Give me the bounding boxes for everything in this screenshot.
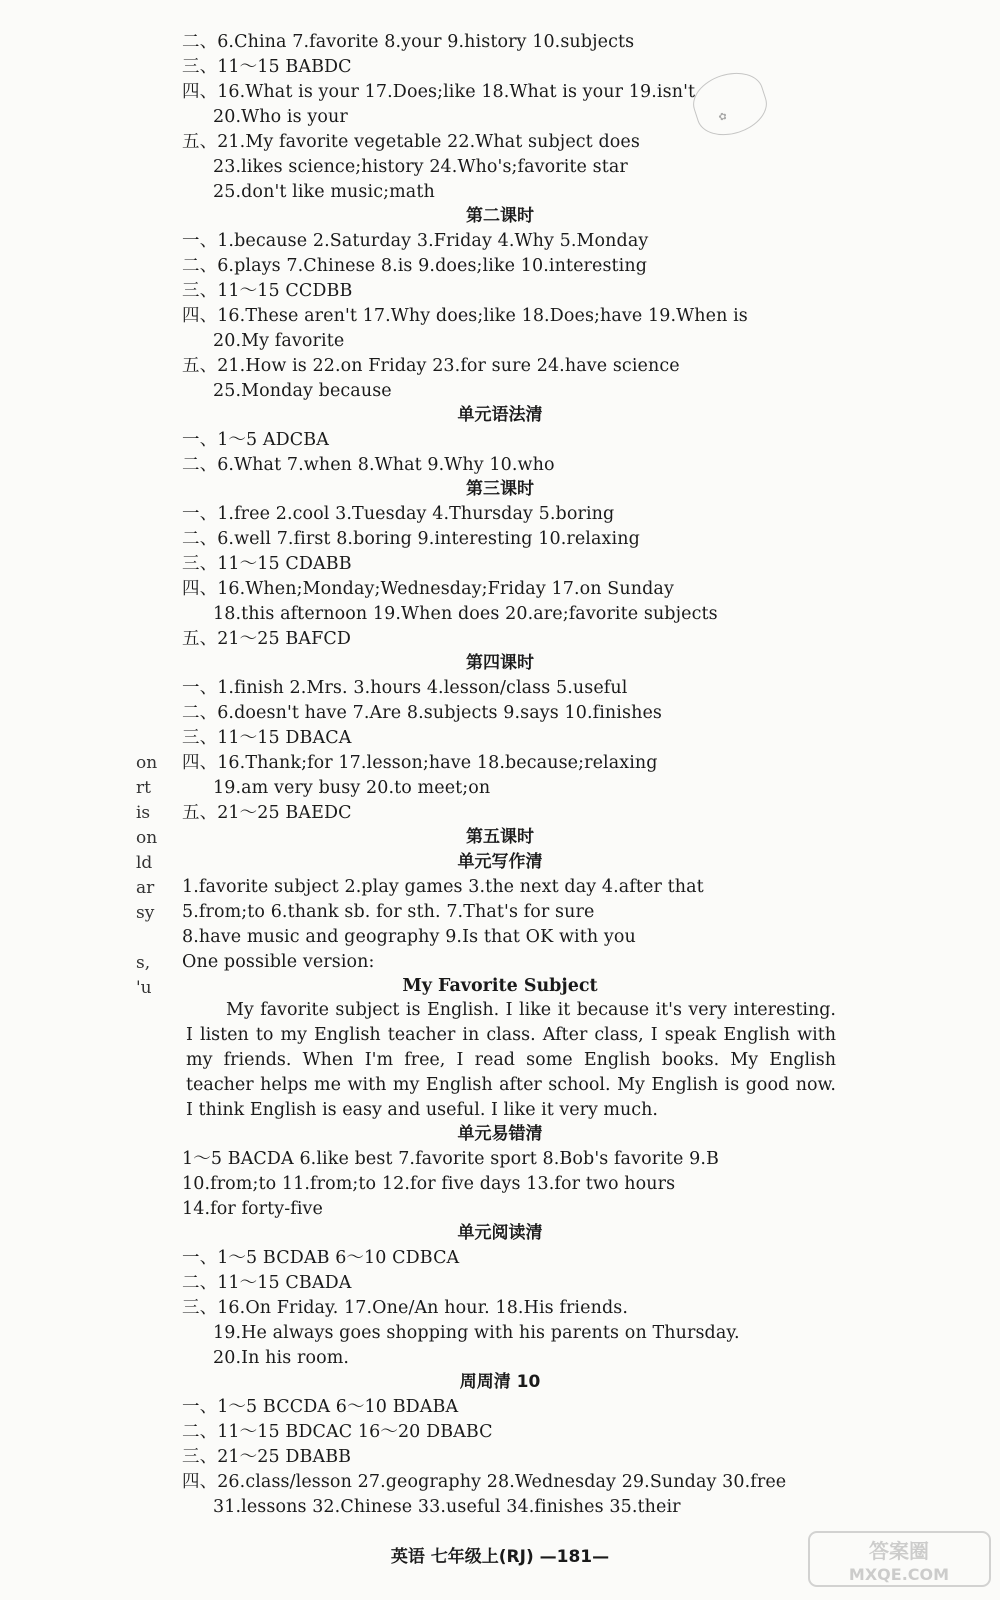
margin-fragment: 'u bbox=[136, 978, 152, 998]
svg-text:MXQE.COM: MXQE.COM bbox=[848, 1565, 950, 1584]
answer-line: 三、21～25 DBABB bbox=[182, 1447, 352, 1467]
answer-line: 10.from;to 11.from;to 12.for five days 13.for two hours bbox=[182, 1174, 676, 1194]
answer-line: 20.My favorite bbox=[213, 331, 345, 351]
answer-line: 三、11～15 BABDC bbox=[182, 57, 352, 77]
answer-line: 19.He always goes shopping with his parents on Thursday. bbox=[213, 1323, 740, 1343]
answer-line: 18.this afternoon 19.When does 20.are;favorite subjects bbox=[213, 604, 718, 624]
margin-fragment: ar bbox=[136, 878, 155, 898]
answer-line: 一、1.free 2.cool 3.Tuesday 4.Thursday 5.boring bbox=[182, 504, 615, 524]
page-footer: 英语 七年级上(RJ) —181— bbox=[390, 1547, 610, 1567]
answer-line: 31.lessons 32.Chinese 33.useful 34.finishes 35.their bbox=[213, 1497, 681, 1517]
answer-line: 四、16.What is your 17.Does;like 18.What is your 19.isn't bbox=[182, 82, 696, 102]
section-heading: 第三课时 bbox=[466, 479, 534, 499]
essay-body: My favorite subject is English. I like it because it's very interesting. I listen to my English teacher in class. After class, I speak English with my friends. When I'm free, I read some English books. My English teacher helps me with my English after school. My English is good now. I think English is easy and useful. I like it very much. bbox=[186, 1000, 836, 1120]
answer-line: 5.from;to 6.thank sb. for sth. 7.That's for sure bbox=[182, 902, 595, 922]
answer-line: 三、11～15 CDABB bbox=[182, 554, 352, 574]
margin-fragment: s, bbox=[136, 953, 151, 973]
answer-line: 四、16.Thank;for 17.lesson;have 18.because;relaxing bbox=[182, 753, 658, 773]
answer-line: 二、11～15 CBADA bbox=[182, 1273, 352, 1293]
answer-line: One possible version: bbox=[182, 952, 375, 972]
answer-line: 二、6.plays 7.Chinese 8.is 9.does;like 10.interesting bbox=[182, 256, 648, 276]
section-heading: 周周清 10 bbox=[459, 1372, 541, 1392]
answer-line: 一、1～5 BCDAB 6～10 CDBCA bbox=[182, 1248, 460, 1268]
answer-line: 三、11～15 CCDBB bbox=[182, 281, 353, 301]
answer-line: 二、6.doesn't have 7.Are 8.subjects 9.says 10.finishes bbox=[182, 703, 662, 723]
answer-line: 五、21～25 BAFCD bbox=[182, 629, 351, 649]
answer-line: 一、1.because 2.Saturday 3.Friday 4.Why 5.Monday bbox=[182, 231, 649, 251]
answer-line: 1～5 BACDA 6.like best 7.favorite sport 8.Bob's favorite 9.B bbox=[182, 1149, 719, 1169]
answer-line: 二、11～15 BDCAC 16～20 DBABC bbox=[182, 1422, 493, 1442]
section-heading: 单元写作清 bbox=[457, 852, 543, 872]
margin-fragment: on bbox=[136, 828, 158, 848]
answer-line: 二、6.What 7.when 8.What 9.Why 10.who bbox=[182, 455, 555, 475]
section-heading: 单元易错清 bbox=[457, 1124, 543, 1144]
answer-line: 二、6.China 7.favorite 8.your 9.history 10.subjects bbox=[182, 32, 635, 52]
margin-fragment: rt bbox=[136, 778, 151, 798]
answer-line: 三、16.On Friday. 17.One/An hour. 18.His friends. bbox=[182, 1298, 629, 1318]
answer-line: 14.for forty-five bbox=[182, 1199, 323, 1219]
answer-line: 四、16.These aren't 17.Why does;like 18.Does;have 19.When is bbox=[182, 306, 748, 326]
answer-line: 20.Who is your bbox=[213, 107, 348, 127]
section-heading: 第四课时 bbox=[466, 653, 534, 673]
answer-line: 五、21.My favorite vegetable 22.What subject does bbox=[182, 132, 640, 152]
answer-line: 19.am very busy 20.to meet;on bbox=[213, 778, 491, 798]
section-heading: 单元阅读清 bbox=[457, 1223, 543, 1243]
essay-title: My Favorite Subject bbox=[402, 976, 598, 996]
answer-line: 三、11～15 DBACA bbox=[182, 728, 352, 748]
answer-line: 一、1～5 BCCDA 6～10 BDABA bbox=[182, 1397, 459, 1417]
answer-line: 25.Monday because bbox=[213, 381, 392, 401]
answer-line: 二、6.well 7.first 8.boring 9.interesting 10.relaxing bbox=[182, 529, 640, 549]
answer-line: 25.don't like music;math bbox=[213, 182, 435, 202]
margin-fragment: ld bbox=[136, 853, 153, 873]
section-heading: 单元语法清 bbox=[457, 405, 543, 425]
answer-line: 一、1～5 ADCBA bbox=[182, 430, 329, 450]
margin-fragment: is bbox=[136, 803, 151, 823]
stamp-mark: ✿ bbox=[686, 64, 773, 143]
answer-line: 四、26.class/lesson 27.geography 28.Wednesday 29.Sunday 30.free bbox=[182, 1472, 787, 1492]
answer-line: 8.have music and geography 9.Is that OK with you bbox=[182, 927, 636, 947]
margin-fragment: on bbox=[136, 753, 158, 773]
section-heading: 第五课时 bbox=[466, 827, 534, 847]
answer-line: 五、21.How is 22.on Friday 23.for sure 24.have science bbox=[182, 356, 680, 376]
answer-line: 五、21～25 BAEDC bbox=[182, 803, 352, 823]
answer-line: 一、1.finish 2.Mrs. 3.hours 4.lesson/class 5.useful bbox=[182, 678, 628, 698]
answer-line: 23.likes science;history 24.Who's;favorite star bbox=[213, 157, 628, 177]
section-heading: 第二课时 bbox=[466, 206, 534, 226]
margin-fragment: sy bbox=[136, 903, 155, 923]
answer-line: 20.In his room. bbox=[213, 1348, 350, 1368]
answer-line: 1.favorite subject 2.play games 3.the next day 4.after that bbox=[182, 877, 704, 897]
svg-text:答案圈: 答案圈 bbox=[869, 1539, 929, 1563]
answer-line: 四、16.When;Monday;Wednesday;Friday 17.on Sunday bbox=[182, 579, 674, 599]
watermark-logo bbox=[807, 1528, 992, 1590]
